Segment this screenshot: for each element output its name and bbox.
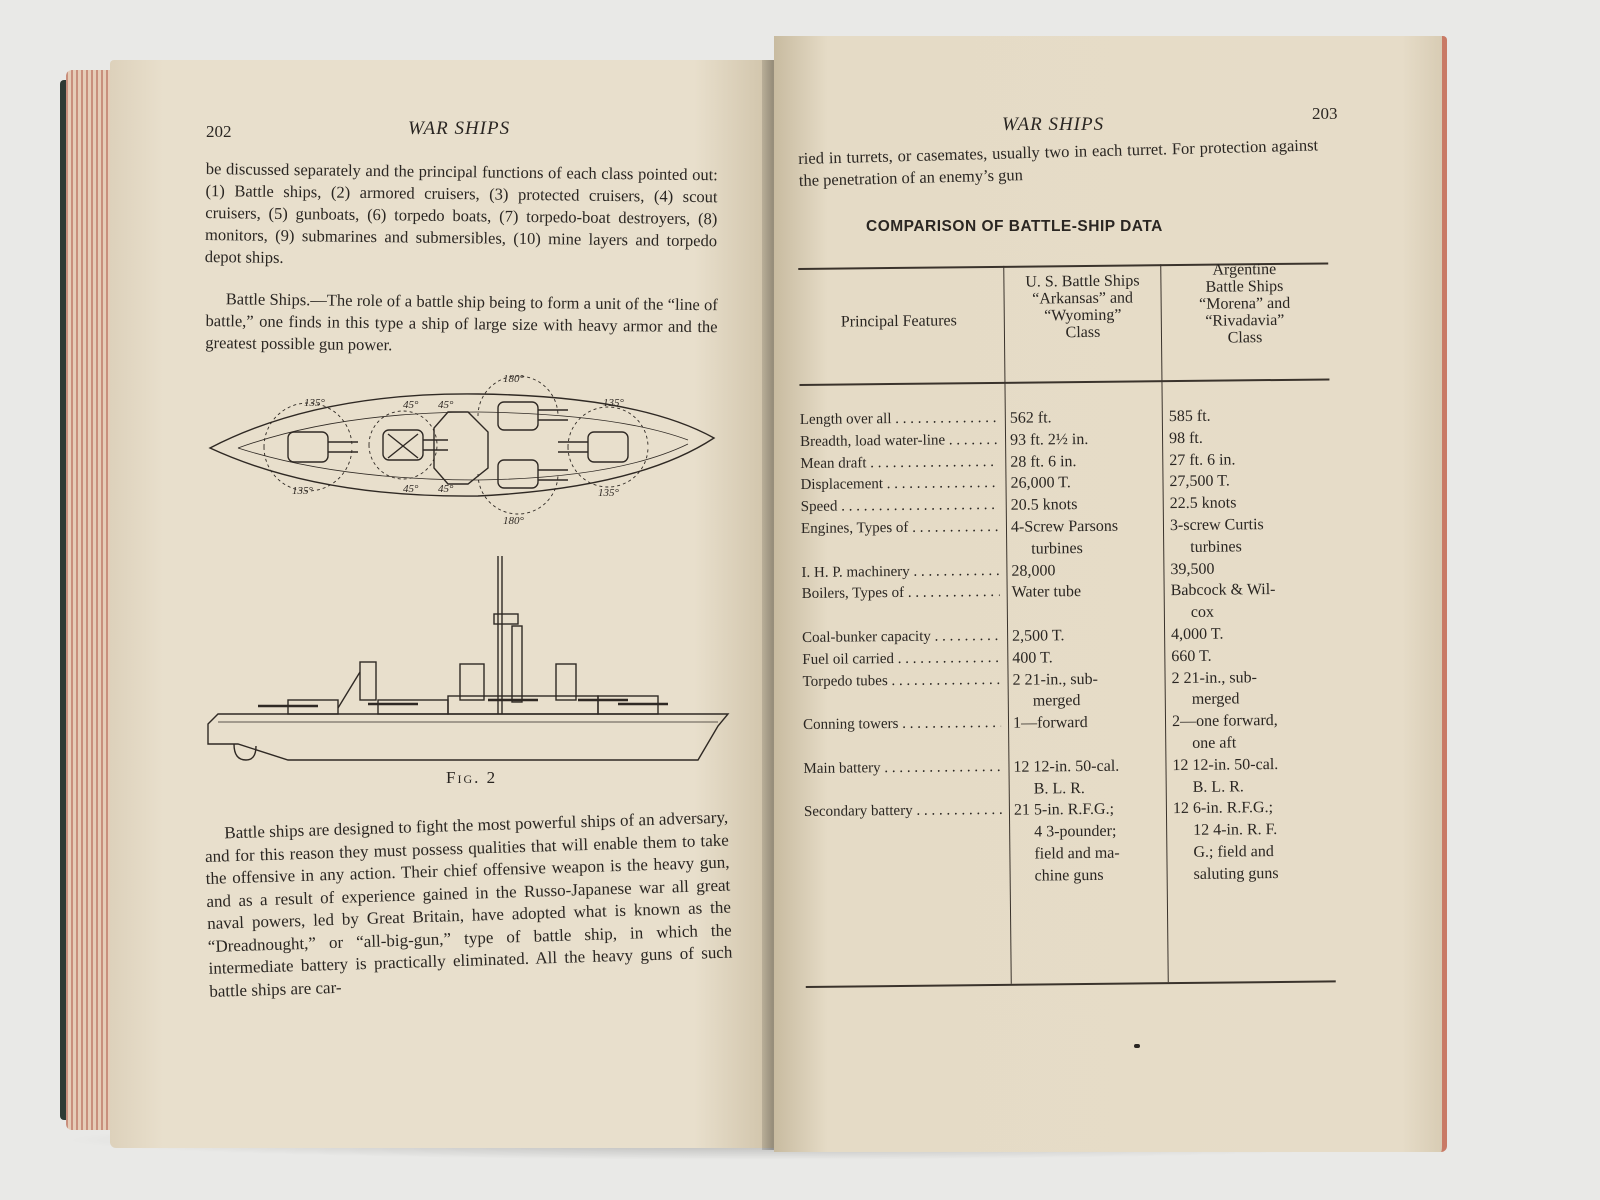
cell-us-value: 2,500 T.: [1012, 627, 1065, 645]
cell-argentine-value: 39,500: [1170, 560, 1215, 578]
cell-us-value: 28,000: [1011, 561, 1056, 580]
table-body: [799, 406, 1340, 885]
fwd-label-top: 135°: [304, 397, 325, 409]
cell-argentine-value: 4,000 T.: [1171, 625, 1224, 644]
cell-argentine-value: G.; field and: [1193, 843, 1274, 861]
cell-argentine-value: 22.5 knots: [1169, 494, 1237, 513]
cell-feature: Coal-bunker capacity . . .: [802, 628, 1000, 647]
mid-label-b: 45°: [438, 399, 454, 411]
battleship-data-table: [798, 238, 1346, 1044]
figure-caption: Fig. 2: [446, 768, 498, 787]
table-row: [801, 515, 1341, 564]
table-bottom-rule: [806, 980, 1336, 987]
cell-argentine-value: cox: [1190, 603, 1215, 622]
cell-feature: Conning towers . . .: [803, 715, 1001, 734]
cell-argentine-value: 585 ft.: [1168, 407, 1211, 426]
table-row: [802, 581, 1342, 630]
cell-argentine-value: 27,500 T.: [1169, 472, 1230, 491]
header-arg-line-3: “Morena” and: [1199, 294, 1291, 313]
cell-argentine-value: one aft: [1192, 734, 1237, 752]
cell-feature: Displacement . . .: [800, 475, 998, 494]
cell-us-value: 562 ft.: [1009, 409, 1052, 427]
cell-argentine-value: 660 T.: [1171, 647, 1212, 665]
header-arg-line-2: Battle Ships: [1205, 277, 1284, 296]
cell-argentine-value: turbines: [1190, 538, 1242, 556]
paragraph-turrets: ried in turrets, or casemates, usually two in each turret. For protection against the penetration of an enemy’s gun: [798, 135, 1319, 190]
aft-label-top: 135°: [603, 397, 624, 409]
ink-speck: [1134, 1044, 1140, 1048]
header-arg-line-4: “Rivadavia”: [1205, 311, 1285, 330]
table-header-rule: [799, 378, 1329, 385]
cell-us-value: field and ma-: [1034, 844, 1120, 863]
running-head-right: WAR SHIPS: [1002, 114, 1105, 135]
cell-feature: Fuel oil carried . . .: [802, 650, 1000, 669]
table-row: [803, 712, 1343, 761]
running-head-left: WAR SHIPS: [408, 118, 511, 139]
cell-argentine-value: 2—one forward,: [1171, 712, 1278, 731]
cell-feature: Torpedo tubes . . .: [802, 671, 1000, 690]
cell-us-value: 1—forward: [1012, 714, 1088, 732]
table-title: COMPARISON OF BATTLE-SHIP DATA: [866, 218, 1163, 235]
aft-label-bottom: 135°: [598, 487, 619, 499]
cell-feature: Mean draft . . .: [800, 454, 998, 473]
cell-argentine-value: 12 4-in. R. F.: [1193, 821, 1278, 840]
cell-argentine-value: saluting guns: [1193, 864, 1279, 883]
mid-label-c: 45°: [403, 483, 419, 495]
cell-us-value: 2 21-in., sub-: [1012, 670, 1098, 689]
cell-argentine-value: 27 ft. 6 in.: [1169, 451, 1236, 469]
battleship-profile-diagram: [198, 546, 738, 776]
header-principal-features: Principal Features: [840, 312, 957, 331]
arc-label-bottom: 180°: [503, 515, 524, 527]
paragraph-intro: be discussed separately and the principal functions of each class pointed out: (1) Battle ships, (2) armored cruisers, (3) protected cruisers, (4) scout cruisers, (5) gunboats, (6) torpedo boats, (7) torpedo-boat destroyers, (8) monitors, (9) submarines and submersibles, (10) mine layers and torpedo depot ships.: [204, 158, 718, 267]
header-us-battleships: [1004, 272, 1161, 342]
cell-argentine-value: merged: [1191, 690, 1240, 709]
header-arg-line-5: Class: [1227, 329, 1263, 347]
cell-feature: Boilers, Types of . . .: [802, 584, 1000, 603]
page-number-right: 203: [1312, 104, 1338, 123]
cell-feature: Engines, Types of . . .: [801, 519, 999, 538]
cell-argentine-value: 2 21-in., sub-: [1171, 668, 1257, 687]
cell-argentine-value: 12 12-in. 50-cal.: [1172, 755, 1279, 774]
mid-label-a: 45°: [403, 399, 419, 411]
cell-us-value: chine guns: [1034, 866, 1104, 885]
right-page: [774, 36, 1447, 1152]
cell-us-value: 400 T.: [1012, 649, 1053, 667]
cell-us-value: 4 3-pounder;: [1034, 822, 1117, 841]
cell-feature: Speed . . .: [801, 497, 999, 516]
header-us-line-2: “Arkansas” and: [1032, 289, 1134, 308]
cell-us-value: 4-Screw Parsons: [1010, 517, 1119, 536]
cell-us-value: 28 ft. 6 in.: [1010, 452, 1077, 471]
left-page: [110, 60, 774, 1148]
paragraph-battle-ships: Battle Ships.—The role of a battle ship being to form a unit of the “line of battle,” one finds in this type a ship of large size with heavy armor and the greatest possible gun power.: [205, 289, 718, 355]
cell-feature: Main battery . . .: [803, 759, 1001, 778]
page-number-left: 202: [206, 122, 232, 141]
cell-feature: I. H. P. machinery . . .: [801, 563, 999, 582]
header-argentine-battleships: [1161, 260, 1328, 347]
battleship-plan-diagram: [198, 372, 738, 532]
cell-argentine-value: B. L. R.: [1192, 777, 1244, 796]
cell-argentine-value: 12 6-in. R.F.G.;: [1172, 799, 1274, 818]
cell-us-value: merged: [1032, 692, 1081, 710]
cell-argentine-value: 98 ft.: [1168, 429, 1203, 447]
cell-argentine-value: 3-screw Curtis: [1169, 516, 1264, 535]
cell-us-value: 21 5-in. R.F.G.;: [1013, 801, 1115, 820]
header-arg-line-1: Argentine: [1212, 260, 1277, 279]
cell-feature: Secondary battery . . .: [804, 802, 1002, 821]
arc-label-top: 180°: [503, 373, 524, 385]
table-row: [802, 668, 1342, 717]
header-us-line-3: “Wyoming”: [1044, 306, 1122, 325]
cell-feature: Breadth, load water-line . . .: [800, 432, 998, 451]
table-row: [803, 755, 1343, 804]
cell-us-value: 26,000 T.: [1010, 474, 1071, 493]
mid-label-d: 45°: [438, 483, 454, 495]
cell-us-value: 12 12-in. 50-cal.: [1013, 757, 1120, 776]
cell-us-value: B. L. R.: [1033, 779, 1085, 798]
table-row: [804, 799, 1345, 892]
cell-feature: Length over all . . .: [800, 410, 998, 429]
cell-us-value: turbines: [1031, 539, 1083, 558]
cell-us-value: 93 ft. 2½ in.: [1009, 430, 1089, 449]
header-us-line-4: Class: [1065, 323, 1101, 342]
cell-us-value: 20.5 knots: [1010, 496, 1078, 514]
fwd-label-bottom: 135°: [292, 485, 313, 497]
cell-us-value: Water tube: [1011, 583, 1082, 602]
paragraph-dreadnought: Battle ships are designed to fight the most powerful ships of an adversary, and for this reason they must possess qualities that will enable them to take the offensive in any action. Their chief offensive weapon is the heavy gun, and as a result of experience gained in the Russo-Japanese war all great naval powers, led by Great Britain, have adopted what is known as the “Dreadnought,” or “all-big-gun,” type of battle ship, in which the intermediate battery is practically eliminated. All the heavy guns of such battle ships are car-: [204, 807, 733, 1001]
cell-argentine-value: Babcock & Wil-: [1170, 581, 1276, 600]
header-us-line-1: U. S. Battle Ships: [1025, 272, 1140, 291]
